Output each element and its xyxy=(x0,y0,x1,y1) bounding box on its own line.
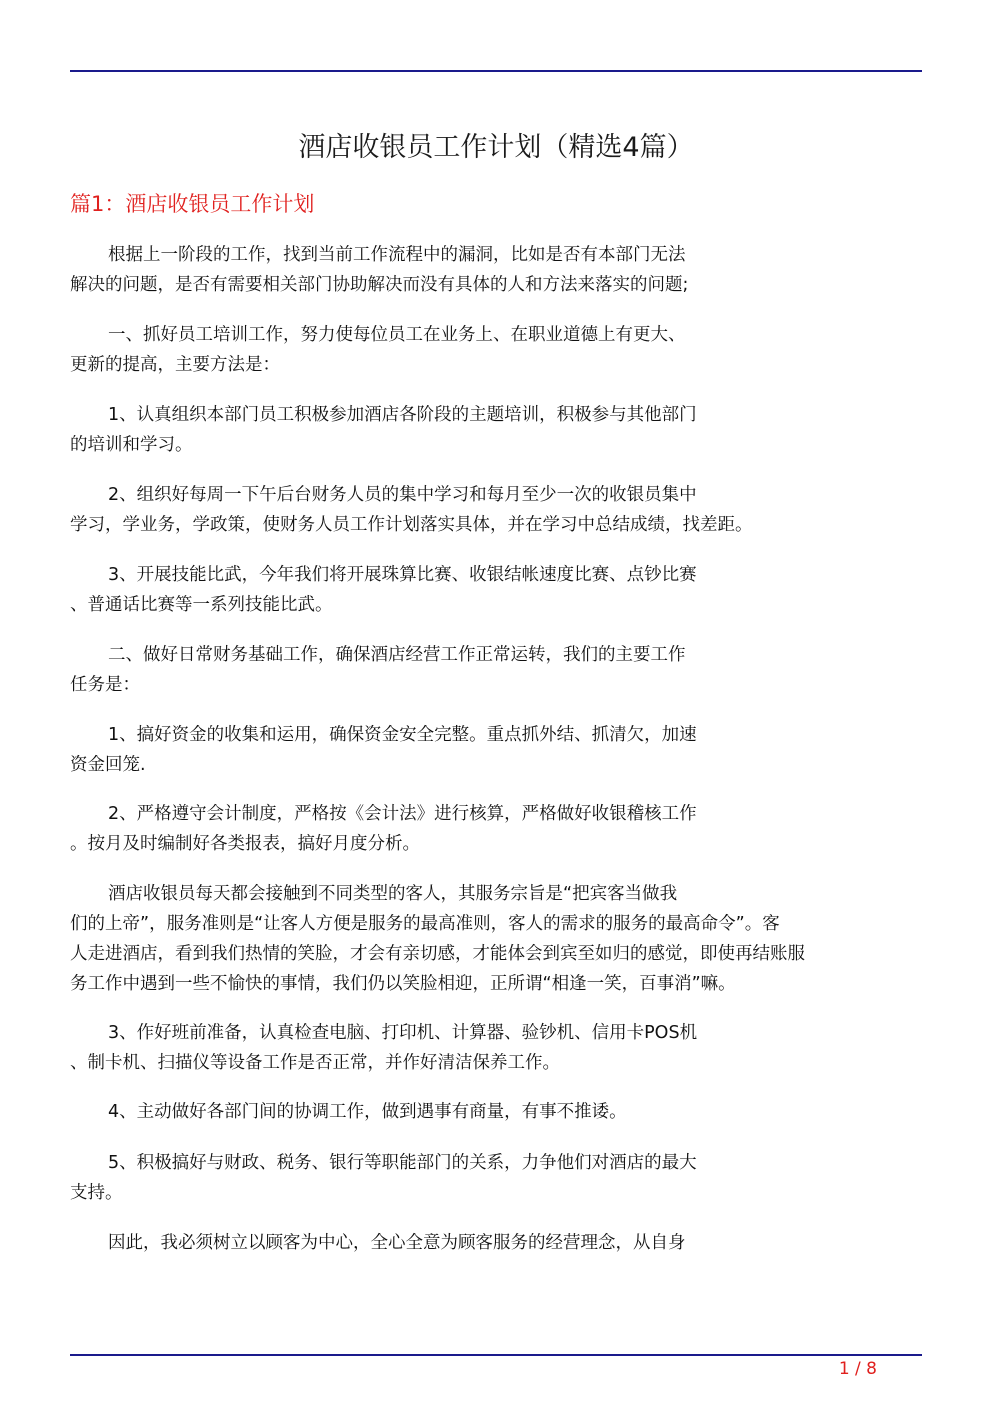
paragraph-line: 根据上一阶段的工作，找到当前工作流程中的漏洞，比如是否有本部门无法 xyxy=(108,245,686,265)
paragraph-line: 支持。 xyxy=(70,1183,123,1203)
paragraph-line: 4、主动做好各部门间的协调工作，做到遇事有商量，有事不推诿。 xyxy=(108,1102,627,1122)
paragraph-line: 1、搞好资金的收集和运用，确保资金安全完整。重点抓外结、抓清欠，加速 xyxy=(108,725,697,745)
bottom-rule xyxy=(70,1354,922,1356)
paragraph-line: 解决的问题，是否有需要相关部门协助解决而没有具体的人和方法来落实的问题; xyxy=(70,275,689,295)
paragraph-line: 2、组织好每周一下午后台财务人员的集中学习和每月至少一次的收银员集中 xyxy=(108,485,697,505)
paragraph-line: 酒店收银员每天都会接触到不同类型的客人，其服务宗旨是“把宾客当做我 xyxy=(108,884,678,904)
paragraph-line: 3、开展技能比武，今年我们将开展珠算比赛、收银结帐速度比赛、点钞比赛 xyxy=(108,565,697,585)
paragraph-line: 务工作中遇到一些不愉快的事情，我们仍以笑脸相迎，正所谓“相逢一笑，百事消”嘛。 xyxy=(70,974,736,994)
paragraph-line: 任务是： xyxy=(70,675,140,695)
paragraph-line: 5、积极搞好与财政、税务、银行等职能部门的关系，力争他们对酒店的最大 xyxy=(108,1153,697,1173)
paragraph-6 xyxy=(70,640,922,700)
page-number: 1 / 8 xyxy=(838,1359,877,1379)
paragraph-line: 因此，我必须树立以顾客为中心，全心全意为顾客服务的经营理念，从自身 xyxy=(108,1233,686,1253)
top-rule xyxy=(70,70,922,72)
paragraph-1 xyxy=(70,240,922,300)
paragraph-line: 。按月及时编制好各类报表，搞好月度分析。 xyxy=(70,834,420,854)
paragraph-line: 一、抓好员工培训工作，努力使每位员工在业务上、在职业道德上有更大、 xyxy=(108,325,686,345)
paragraph-line: 二、做好日常财务基础工作，确保酒店经营工作正常运转，我们的主要工作 xyxy=(108,645,686,665)
paragraph-line: 更新的提高，主要方法是： xyxy=(70,355,280,375)
paragraph-line: 人走进酒店，看到我们热情的笑脸，才会有亲切感，才能体会到宾至如归的感觉，即使再结账服 xyxy=(70,944,805,964)
paragraph-line: 、普通话比赛等一系列技能比武。 xyxy=(70,595,333,615)
paragraph-10 xyxy=(70,1018,922,1078)
paragraph-line: 学习，学业务，学政策，使财务人员工作计划落实具体，并在学习中总结成绩，找差距。 xyxy=(70,515,753,535)
paragraph-2 xyxy=(70,320,922,380)
paragraph-13 xyxy=(70,1228,922,1258)
paragraph-11 xyxy=(70,1097,922,1127)
paragraph-4 xyxy=(70,480,922,540)
paragraph-line: 的培训和学习。 xyxy=(70,435,193,455)
paragraph-line: 、制卡机、扫描仪等设备工作是否正常，并作好清洁保养工作。 xyxy=(70,1053,560,1073)
paragraph-9 xyxy=(70,879,922,999)
paragraph-8 xyxy=(70,799,922,859)
paragraph-line: 2、严格遵守会计制度，严格按《会计法》进行核算，严格做好收银稽核工作 xyxy=(108,804,697,824)
paragraph-7 xyxy=(70,720,922,780)
paragraph-line: 资金回笼. xyxy=(70,755,146,775)
paragraph-12 xyxy=(70,1148,922,1208)
paragraph-line: 们的上帝”，服务准则是“让客人方便是服务的最高准则，客人的需求的服务的最高命令”。客 xyxy=(70,914,780,934)
document-title: 酒店收银员工作计划（精选4篇） xyxy=(298,132,694,163)
paragraph-line: 1、认真组织本部门员工积极参加酒店各阶段的主题培训，积极参与其他部门 xyxy=(108,405,697,425)
paragraph-3 xyxy=(70,400,922,460)
section-heading: 篇1：酒店收银员工作计划 xyxy=(70,192,315,216)
paragraph-line: 3、作好班前准备，认真检查电脑、打印机、计算器、验钞机、信用卡POS机 xyxy=(108,1023,698,1043)
paragraph-5 xyxy=(70,560,922,620)
